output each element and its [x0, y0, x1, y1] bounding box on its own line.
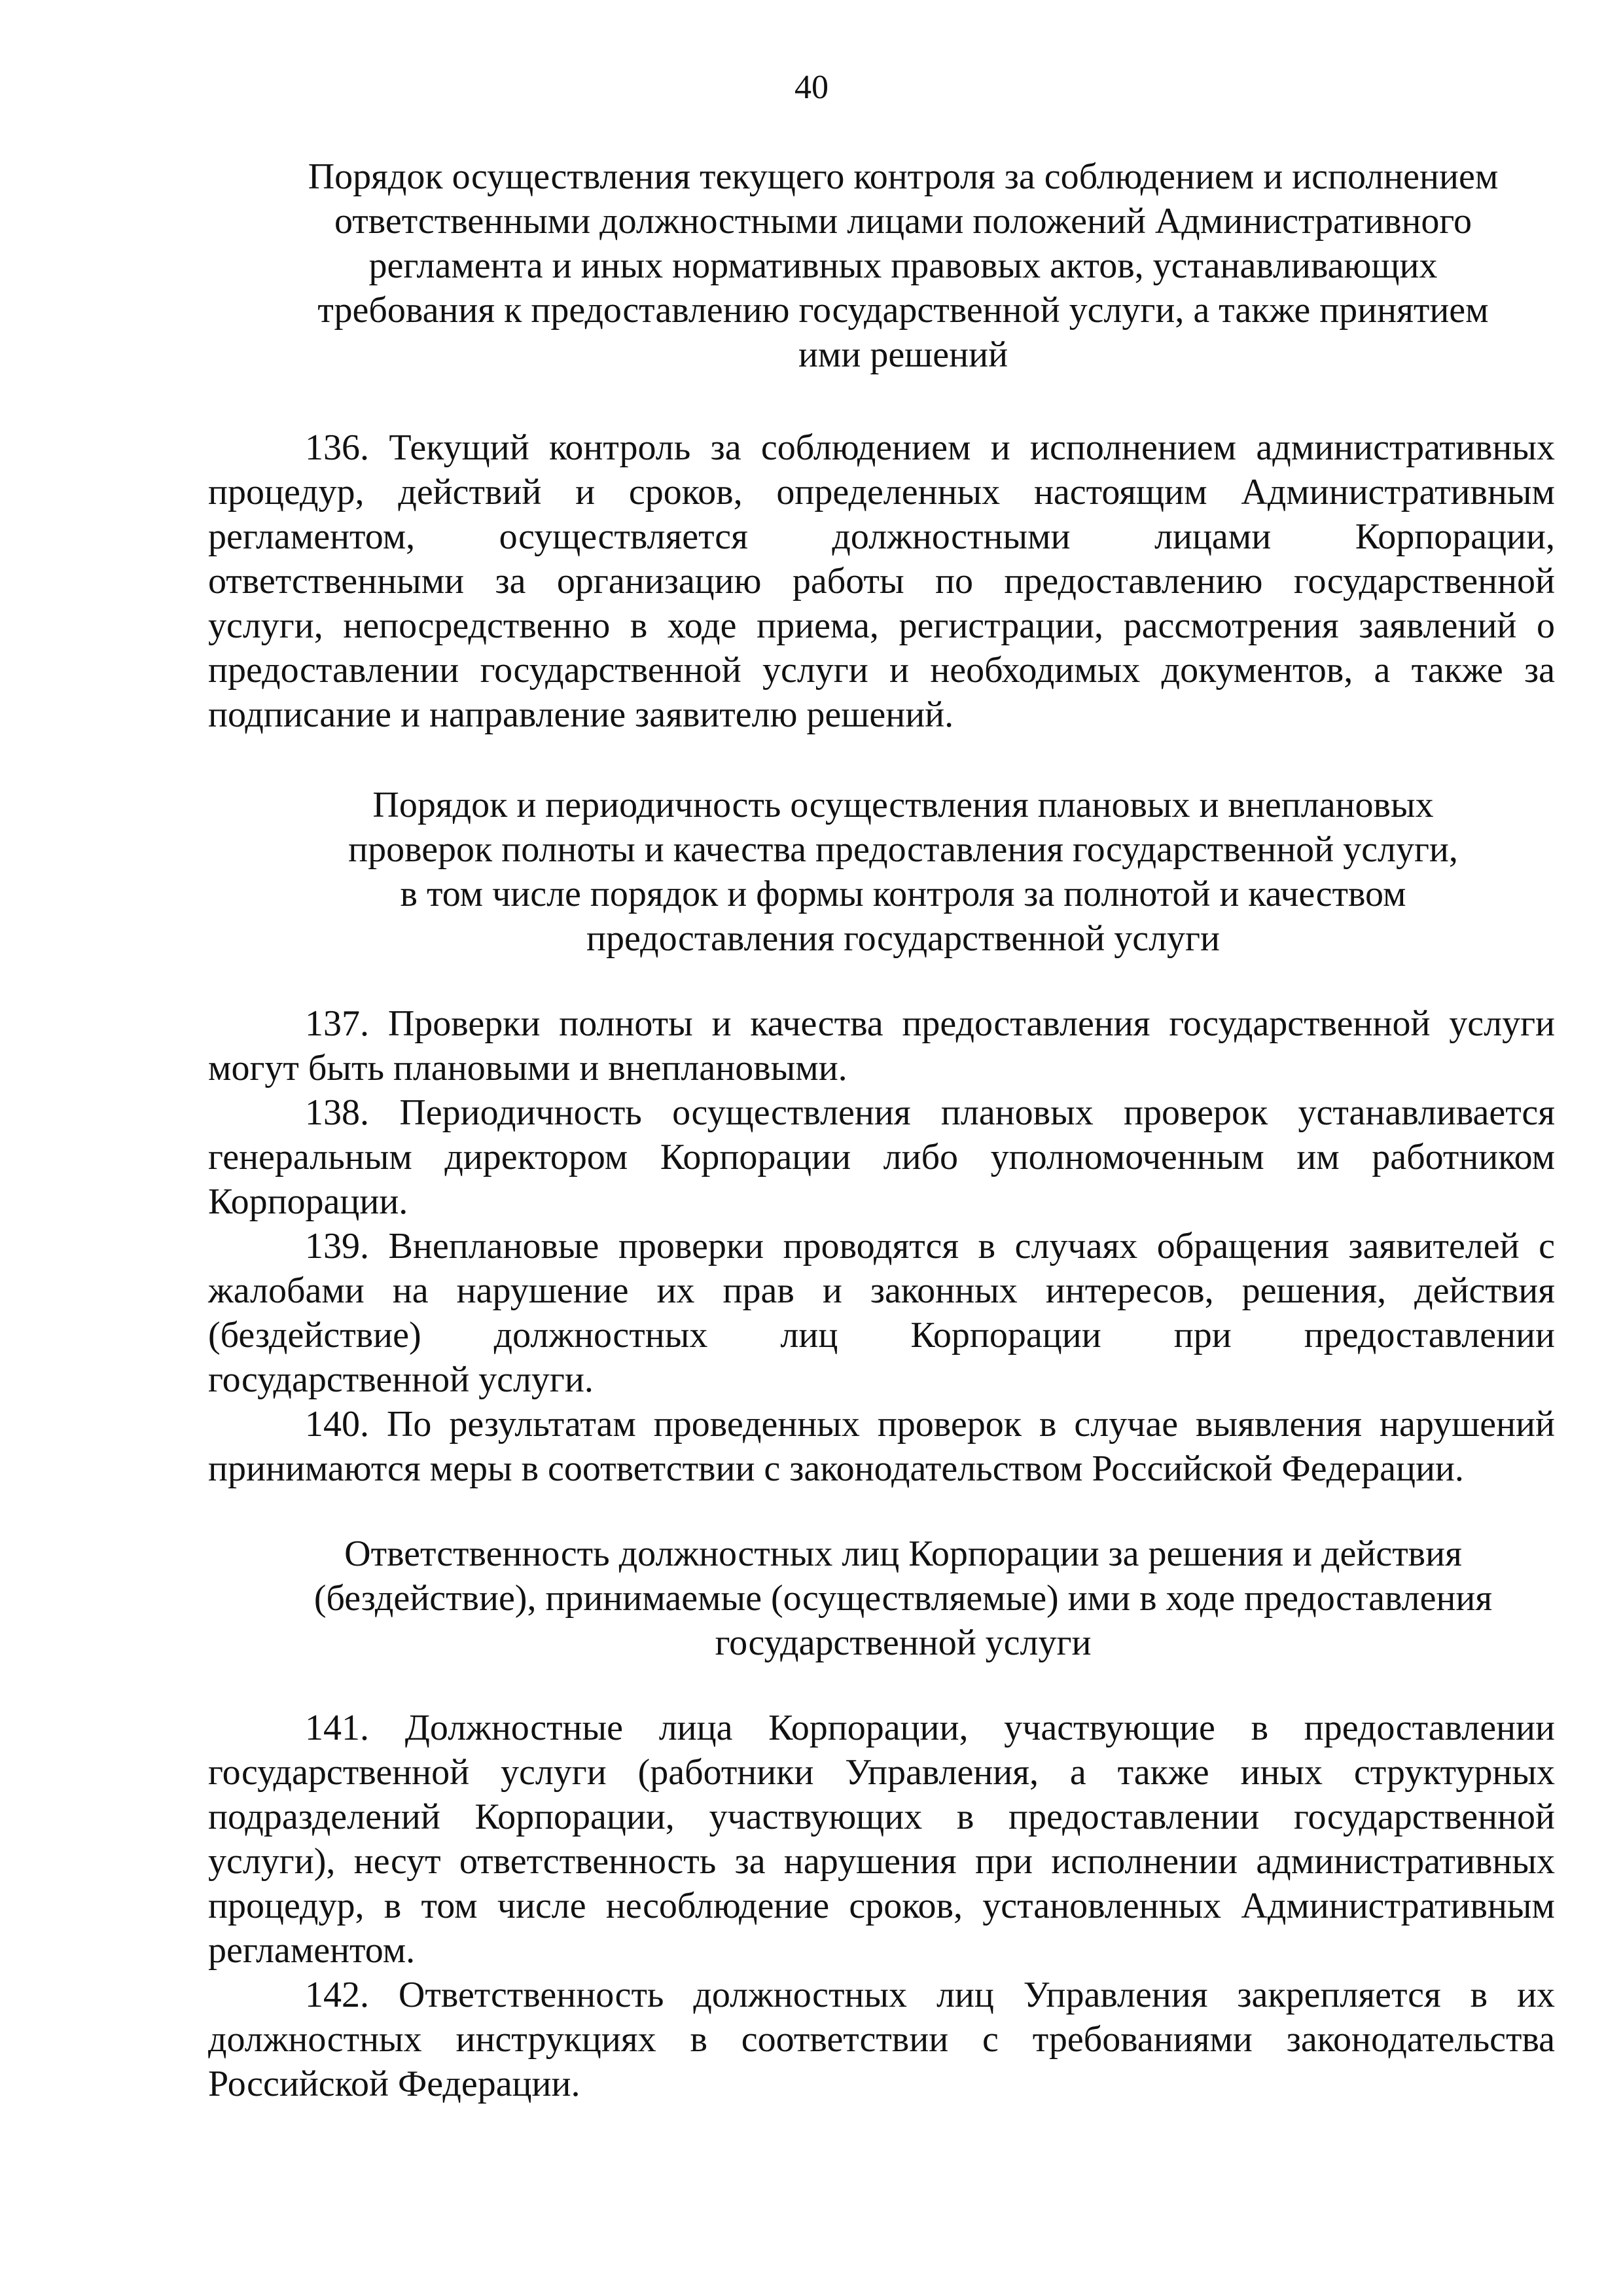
paragraph-line: ответственными за организацию работы по предоставлению государственной — [208, 561, 1555, 601]
paragraph-line: 138. Периодичность осуществления плановых проверок устанавливается — [305, 1092, 1555, 1133]
heading-line: регламента и иных нормативных правовых актов, устанавливающих — [368, 245, 1438, 286]
paragraph-line: государственной услуги (работники Управления, а также иных структурных — [208, 1752, 1555, 1793]
paragraph-line: 137. Проверки полноты и качества предоставления государственной услуги — [305, 1003, 1555, 1044]
heading-line: государственной услуги — [715, 1623, 1092, 1663]
paragraph-line: должностных инструкциях в соответствии с требованиями законодательства — [208, 2019, 1555, 2060]
paragraph-line: (бездействие) должностных лиц Корпорации при предоставлении — [208, 1315, 1555, 1355]
paragraph-line: 136. Текущий контроль за соблюдением и исполнением административных — [305, 427, 1555, 468]
heading-line: Порядок осуществления текущего контроля за соблюдением и исполнением — [308, 156, 1499, 197]
heading-line: требования к предоставлению государственной услуги, а также принятием — [317, 290, 1489, 331]
heading-line: Порядок и периодичность осуществления плановых и внеплановых — [372, 785, 1434, 825]
paragraph-line: принимаются меры в соответствии с законодательством Российской Федерации. — [208, 1448, 1464, 1489]
paragraph-138 — [208, 1090, 1555, 1224]
paragraph-line: услуги, непосредственно в ходе приема, регистрации, рассмотрения заявлений о — [208, 605, 1555, 646]
heading-line: в том числе порядок и формы контроля за полнотой и качеством — [400, 874, 1406, 914]
heading-line: (бездействие), принимаемые (осуществляемые) ими в ходе предоставления — [313, 1578, 1493, 1619]
heading-line: проверок полноты и качества предоставления государственной услуги, — [348, 829, 1458, 870]
paragraph-line: предоставлении государственной услуги и необходимых документов, а также за — [208, 650, 1555, 691]
paragraph-137 — [208, 1001, 1555, 1090]
paragraph-line: 140. По результатам проведенных проверок в случае выявления нарушений — [305, 1404, 1555, 1444]
paragraph-line: генеральным директором Корпорации либо уполномоченным им работником — [208, 1137, 1555, 1177]
paragraph-line: 141. Должностные лица Корпорации, участвующие в предоставлении — [305, 1708, 1555, 1748]
paragraph-line: 142. Ответственность должностных лиц Управления закрепляется в их — [305, 1975, 1555, 2015]
paragraph-142 — [208, 1973, 1555, 2106]
paragraph-line: жалобами на нарушение их прав и законных интересов, решения, действия — [208, 1270, 1555, 1311]
paragraph-139 — [208, 1224, 1555, 1402]
heading-line: предоставления государственной услуги — [586, 918, 1220, 959]
paragraph-line: регламентом. — [208, 1930, 416, 1971]
heading-line: ими решений — [798, 334, 1008, 375]
paragraph-line: процедур, в том числе несоблюдение сроков, установленных Административным — [208, 1886, 1555, 1926]
section-heading-inspections — [196, 783, 1610, 961]
section-heading-current-control — [196, 154, 1610, 377]
paragraph-line: Корпорации. — [208, 1181, 408, 1222]
paragraph-line: регламентом, осуществляется должностными лицами Корпорации, — [208, 516, 1555, 557]
paragraph-line: подписание и направление заявителю решений. — [208, 694, 954, 735]
paragraph-line: Российской Федерации. — [208, 2064, 580, 2104]
paragraph-line: государственной услуги. — [208, 1359, 594, 1400]
section-heading-responsibility — [196, 1532, 1610, 1665]
paragraph-line: процедур, действий и сроков, определенных настоящим Административным — [208, 472, 1555, 512]
paragraph-line: 139. Внеплановые проверки проводятся в случаях обращения заявителей с — [305, 1226, 1555, 1266]
paragraph-141 — [208, 1706, 1555, 1973]
page-number: 40 — [794, 69, 829, 106]
heading-line: ответственными должностными лицами положений Административного — [334, 201, 1472, 242]
paragraph-136 — [208, 425, 1555, 737]
paragraph-line: услуги), несут ответственность за нарушения при исполнении административных — [208, 1841, 1555, 1882]
heading-line: Ответственность должностных лиц Корпорации за решения и действия — [344, 1534, 1462, 1574]
paragraph-140 — [208, 1402, 1555, 1491]
paragraph-line: подразделений Корпорации, участвующих в предоставлении государственной — [208, 1797, 1555, 1837]
paragraph-line: могут быть плановыми и внеплановыми. — [208, 1048, 847, 1088]
